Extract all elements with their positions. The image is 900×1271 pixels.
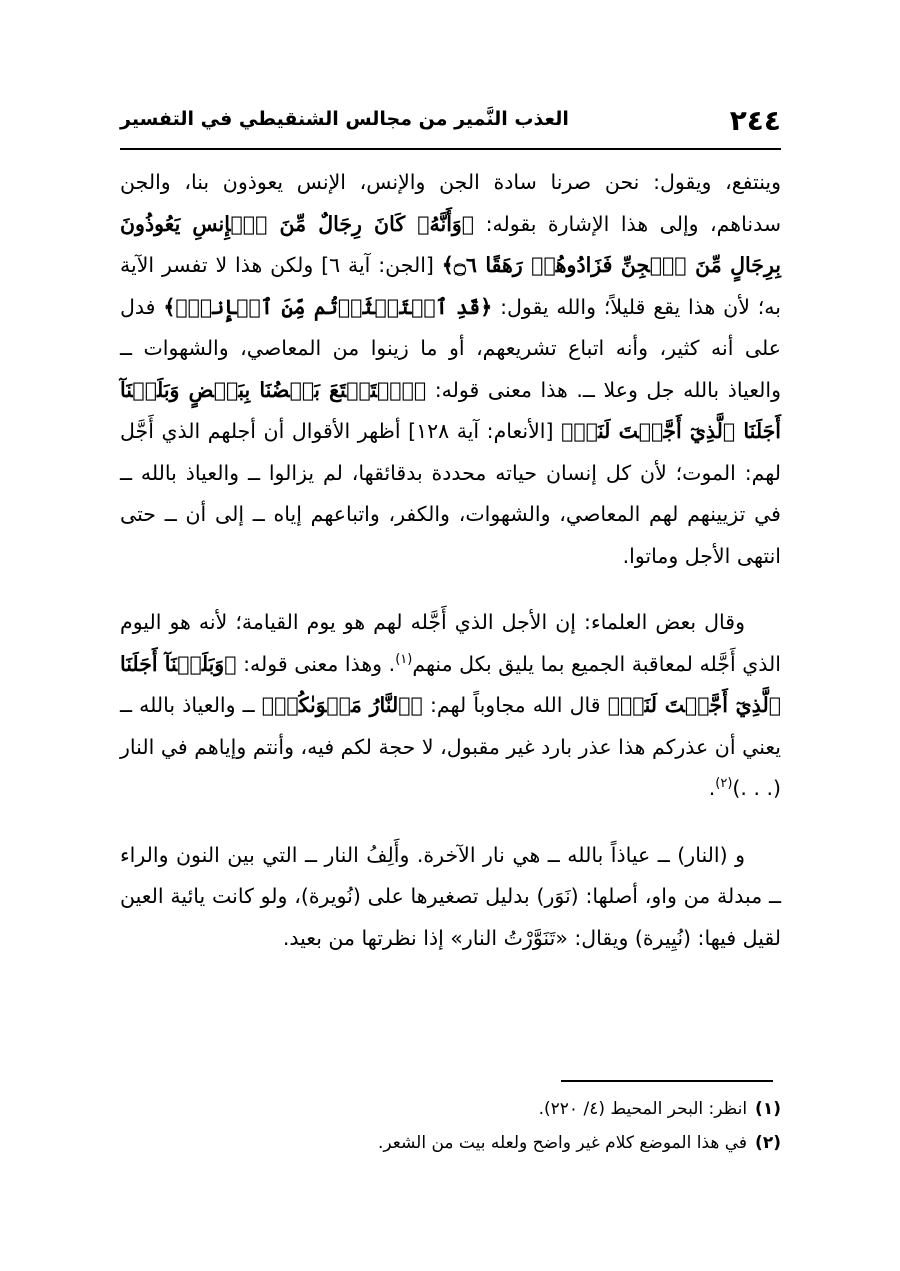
footnote-text: انظر: البحر المحيط (٤/ ٢٢٠). bbox=[538, 1099, 748, 1119]
page-number: ٢٤٤ bbox=[729, 104, 781, 137]
text-run: وينتفع، ويقول: نحن صرنا سادة الجن والإنس، الإنس يعوذون بنا، والجن سدناهم، وإلى هذا الإشارة بقوله: bbox=[120, 170, 782, 236]
text-run: قال الله مجاوباً لهم: bbox=[422, 693, 608, 717]
footnote-rule bbox=[561, 1080, 773, 1082]
footnote-number: (١) bbox=[755, 1099, 781, 1119]
text-run: [الجن: آية ٦] ولكن هذا لا تفسر الآية به؛ لأن هذا يقع قليلاً؛ والله يقول: bbox=[120, 253, 781, 319]
quran-verse: ﴿ٱلنَّارُ مَثۡوَىٰكُمۡ﴾ bbox=[261, 693, 423, 717]
footnote-ref-1[interactable]: (١) bbox=[395, 651, 413, 667]
page-header bbox=[120, 100, 781, 148]
text-run: . وهذا معنى قوله: bbox=[236, 651, 396, 676]
quran-verse: ﴿وَأَنَّهُۥ كَانَ رِجَالٌ مِّنَ ٱلۡإِنسِ يَعُوذُونَ بِرِجَالٍ مِّنَ ٱلۡجِنِّ فَزَادُوهُمۡ رَهَقًا ۝٦﴾ bbox=[120, 211, 781, 277]
header-rule bbox=[120, 148, 781, 150]
footnote-number: (٢) bbox=[755, 1133, 781, 1153]
quran-verse: ﴿وَبَلَغۡنَآ أَجَلَنَا ٱلَّذِيٓ أَجَّلۡتَ لَنَاۚ﴾ bbox=[120, 651, 781, 717]
body-text bbox=[120, 162, 781, 959]
paragraph-1 bbox=[120, 162, 781, 577]
paragraph-2 bbox=[120, 602, 781, 810]
footnote-2 bbox=[120, 1126, 781, 1160]
footnote-ref-2[interactable]: (٢) bbox=[715, 776, 733, 792]
text-run: وقال بعض العلماء: إن الأجل الذي أَجَّله لهم هو يوم القيامة؛ لأنه هو اليوم الذي أَجَّله لمعاقبة الجميع بما يليق بكل منهم bbox=[120, 610, 781, 676]
text-run: فدل على أنه كثير، وأنه اتباع تشريعهم، أو ما زينوا من المعاصي، والشهوات ــ والعياذ بالله جل وعلا ــ. هذا معنى قوله: bbox=[120, 294, 781, 402]
text-run: [الأنعام: آية ١٢٨] أظهر الأقوال أن أجلهم الذي أَجَّل لهم: الموت؛ لأن كل إنسان حياته محددة بدقائقها، لم يزالوا ــ والعياذ بالله ــ في تزيينهم لهم المعاصي، والشهوات، والكفر، واتباعهم إياه ــ إلى أن ــ حتى انتهى الأجل وماتوا. bbox=[120, 419, 781, 568]
footnote-text: في هذا الموضع كلام غير واضح ولعله بيت من الشعر. bbox=[378, 1133, 748, 1153]
text-run: . bbox=[708, 776, 716, 800]
quran-verse: ﴿ٱسۡتَمۡتَعَ بَعۡضُنَا بِبَعۡضٍ وَبَلَغۡنَآ أَجَلَنَا ٱلَّذِيٓ أَجَّلۡتَ لَنَاۚ﴾ bbox=[120, 377, 781, 443]
footnotes bbox=[120, 1092, 781, 1160]
text-run: و (النار) ــ عياذاً بالله ــ هي نار الآخرة. وأَلِفُ النار ــ التي بين النون والراء ــ مبدلة من واو، أصلها: (نَوَر) بدليل تصغيرها على (نُويرة)، ولو كانت يائية العين لقيل فيها: (نُيِيرة) ويقال: «تَنَوَّرْتُ النار» إذا نظرتها من بعيد. bbox=[120, 842, 781, 950]
text-run: ــ والعياذ بالله ــ يعني أن عذركم هذا عذر بارد غير مقبول، لا حجة لكم فيه، وأنتم وإياهم في النار (. . .) bbox=[120, 693, 781, 800]
paragraph-3 bbox=[120, 835, 781, 960]
quran-verse: ﴿قَدِ ٱسۡتَكۡثَرۡتُم مِّنَ ٱلۡإِنسِۖ﴾ bbox=[163, 294, 493, 319]
footnote-1 bbox=[120, 1092, 781, 1126]
running-title: العذب النَّمير من مجالس الشنقيطي في التفسير bbox=[120, 108, 569, 130]
